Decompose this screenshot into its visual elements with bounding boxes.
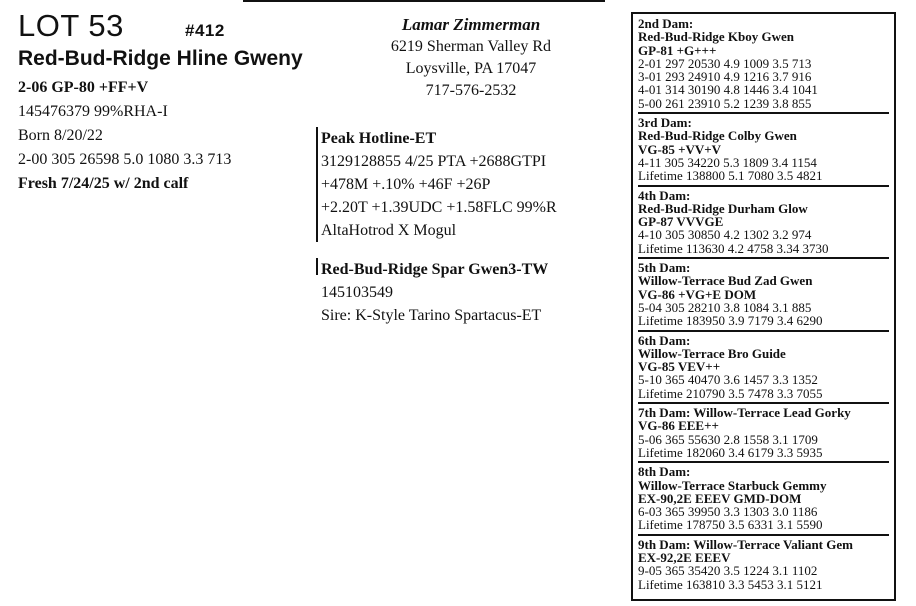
- consignor-name: Lamar Zimmerman: [401, 15, 541, 34]
- pedigree-record: 4-10 305 30850 4.2 1302 3.2 974: [638, 227, 812, 243]
- top-rule: [243, 0, 605, 2]
- pedigree-heading: 9th Dam: Willow-Terrace Valiant Gem: [638, 536, 853, 552]
- dam-sire: Sire: K-Style Tarino Spartacus-ET: [321, 307, 542, 324]
- pedigree-generation: [638, 261, 889, 331]
- pedigree-generation: [638, 538, 889, 593]
- pedigree-record: Lifetime 178750 3.5 6331 3.1 5590: [638, 517, 823, 533]
- pedigree-classification: VG-86 +VG+E DOM: [638, 286, 757, 302]
- animal-details: [18, 76, 308, 196]
- sire-line-2: +478M +.10% +46F +26P: [321, 176, 491, 193]
- pedigree-record: 5-10 365 40470 3.6 1457 3.3 1352: [638, 372, 818, 388]
- dam-name: Red-Bud-Ridge Spar Gwen3-TW: [321, 261, 549, 278]
- sire-line-4: AltaHotrod X Mogul: [321, 222, 457, 239]
- pedigree-record: Lifetime 113630 4.2 4758 3.34 3730: [638, 240, 829, 256]
- animal-classification: 2-06 GP-80 +FF+V: [18, 79, 149, 96]
- pedigree-record: Lifetime 163810 3.3 5453 3.1 5121: [638, 576, 823, 592]
- pedigree-heading: 3rd Dam:: [638, 115, 692, 131]
- dam-block: [316, 258, 631, 324]
- pedigree-record: 4-01 314 30190 4.8 1446 3.4 1041: [638, 82, 818, 98]
- consignor-city: Loysville, PA 17047: [405, 60, 537, 77]
- sire-block: [316, 127, 631, 242]
- pedigree-heading: 4th Dam:: [638, 187, 691, 203]
- pedigree-dam-name: Willow-Terrace Starbuck Gemmy: [638, 477, 827, 493]
- consignor-address: 6219 Sherman Valley Rd: [390, 38, 552, 55]
- pedigree-record: 6-03 365 39950 3.3 1303 3.0 1186: [638, 504, 818, 520]
- pedigree-dam-name: Red-Bud-Ridge Kboy Gwen: [638, 29, 795, 45]
- animal-reg-id: 145476379 99%RHA-I: [18, 103, 168, 120]
- pedigree-classification: GP-87 VVVGE: [638, 214, 724, 230]
- pedigree-generation: [638, 334, 889, 404]
- pedigree-record: Lifetime 138800 5.1 7080 3.5 4821: [638, 168, 823, 184]
- pedigree-heading: 8th Dam:: [638, 464, 691, 480]
- animal-fresh: Fresh 7/24/25 w/ 2nd calf: [18, 175, 189, 192]
- pedigree-heading: 6th Dam:: [638, 332, 691, 348]
- pedigree-record: 5-04 305 28210 3.8 1084 3.1 885: [638, 299, 812, 315]
- pedigree-heading: 2nd Dam:: [638, 16, 694, 31]
- pedigree-record: Lifetime 210790 3.5 7478 3.3 7055: [638, 385, 823, 401]
- pedigree-classification: EX-92,2E EEEV: [638, 549, 731, 565]
- pedigree-classification: EX-90,2E EEEV GMD-DOM: [638, 490, 802, 506]
- animal-name: Red-Bud-Ridge Hline Gweny: [18, 47, 303, 70]
- sire-name: Peak Hotline-ET: [321, 130, 437, 147]
- pedigree-record: 5-00 261 23910 5.2 1239 3.8 855: [638, 95, 812, 111]
- pedigree-record: 5-06 365 55630 2.8 1558 3.1 1709: [638, 431, 818, 447]
- pedigree-dam-name: Willow-Terrace Bud Zad Gwen: [638, 273, 813, 289]
- pedigree-dam-name: Willow-Terrace Bro Guide: [638, 345, 786, 361]
- pedigree-generation: [638, 116, 889, 186]
- lot-label: LOT 53: [18, 8, 124, 43]
- pedigree-generation: [638, 17, 889, 114]
- pedigree-record: 3-01 293 24910 4.9 1216 3.7 916: [638, 69, 812, 85]
- pedigree-record: 2-01 297 20530 4.9 1009 3.5 713: [638, 55, 812, 71]
- pedigree-classification: GP-81 +G+++: [638, 42, 717, 58]
- animal-born: Born 8/20/22: [18, 127, 103, 144]
- animal-record: 2-00 305 26598 5.0 1080 3.3 713: [18, 151, 232, 168]
- pedigree-box: [631, 12, 896, 601]
- pedigree-generation: [638, 406, 889, 463]
- pedigree-record: 9-05 365 35420 3.5 1224 3.1 1102: [638, 563, 818, 579]
- consignor-block: [366, 14, 576, 102]
- pedigree-record: Lifetime 183950 3.9 7179 3.4 6290: [638, 313, 823, 329]
- sire-line-3: +2.20T +1.39UDC +1.58FLC 99%R: [321, 199, 557, 216]
- pedigree-record: 4-11 305 34220 5.3 1809 3.4 1154: [638, 154, 817, 170]
- pedigree-generation: [638, 465, 889, 535]
- pedigree-heading: 7th Dam: Willow-Terrace Lead Gorky: [638, 405, 851, 421]
- dam-reg-id: 145103549: [321, 284, 393, 301]
- sire-line-1: 3129128855 4/25 PTA +2688GTPI: [321, 153, 547, 170]
- pedigree-dam-name: Red-Bud-Ridge Durham Glow: [638, 200, 808, 216]
- pedigree-classification: VG-86 EEE++: [638, 418, 719, 434]
- pedigree-generation: [638, 189, 889, 259]
- pedigree-classification: VG-85 VEV++: [638, 359, 721, 375]
- pedigree-dam-name: Red-Bud-Ridge Colby Gwen: [638, 128, 797, 144]
- consignor-phone: 717-576-2532: [425, 82, 517, 99]
- lot-number: #412: [185, 21, 225, 40]
- pedigree-heading: 5th Dam:: [638, 260, 691, 276]
- pedigree-record: Lifetime 182060 3.4 6179 3.3 5935: [638, 444, 823, 460]
- pedigree-classification: VG-85 +VV+V: [638, 141, 722, 157]
